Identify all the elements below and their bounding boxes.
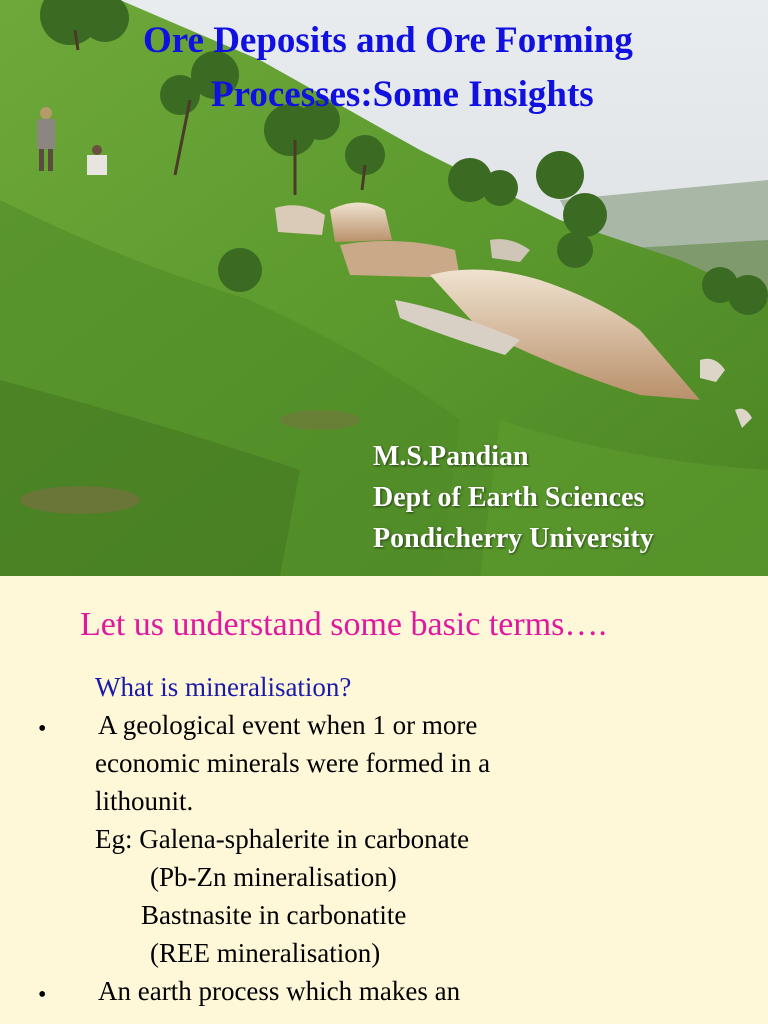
- example-1: Eg: Galena-sphalerite in carbonate: [95, 824, 470, 854]
- bullet-1-line-2: economic minerals were formed in a: [95, 748, 491, 778]
- title-line-1: Ore Deposits and Ore Forming: [143, 20, 633, 61]
- bullet-1: •: [38, 716, 47, 742]
- content-slide: [0, 576, 768, 1024]
- author-department: Dept of Earth Sciences: [373, 482, 645, 513]
- example-1-detail: (Pb-Zn mineralisation): [150, 862, 397, 892]
- question-text: What is mineralisation?: [95, 672, 352, 702]
- title-line-2: Processes:Some Insights: [211, 74, 594, 115]
- example-2: Bastnasite in carbonatite: [141, 900, 407, 930]
- author-university: Pondicherry University: [373, 523, 654, 554]
- bullet-1-line-3: lithounit.: [95, 786, 194, 816]
- bullet-2-line-1: An earth process which makes an: [98, 976, 461, 1006]
- author-name: M.S.Pandian: [373, 441, 529, 472]
- bullet-1-line-1: A geological event when 1 or more: [98, 710, 478, 740]
- example-2-detail: (REE mineralisation): [150, 938, 381, 968]
- bullet-2: •: [38, 982, 47, 1008]
- author-block: [373, 436, 654, 559]
- slide-heading: Let us understand some basic terms….: [80, 606, 607, 643]
